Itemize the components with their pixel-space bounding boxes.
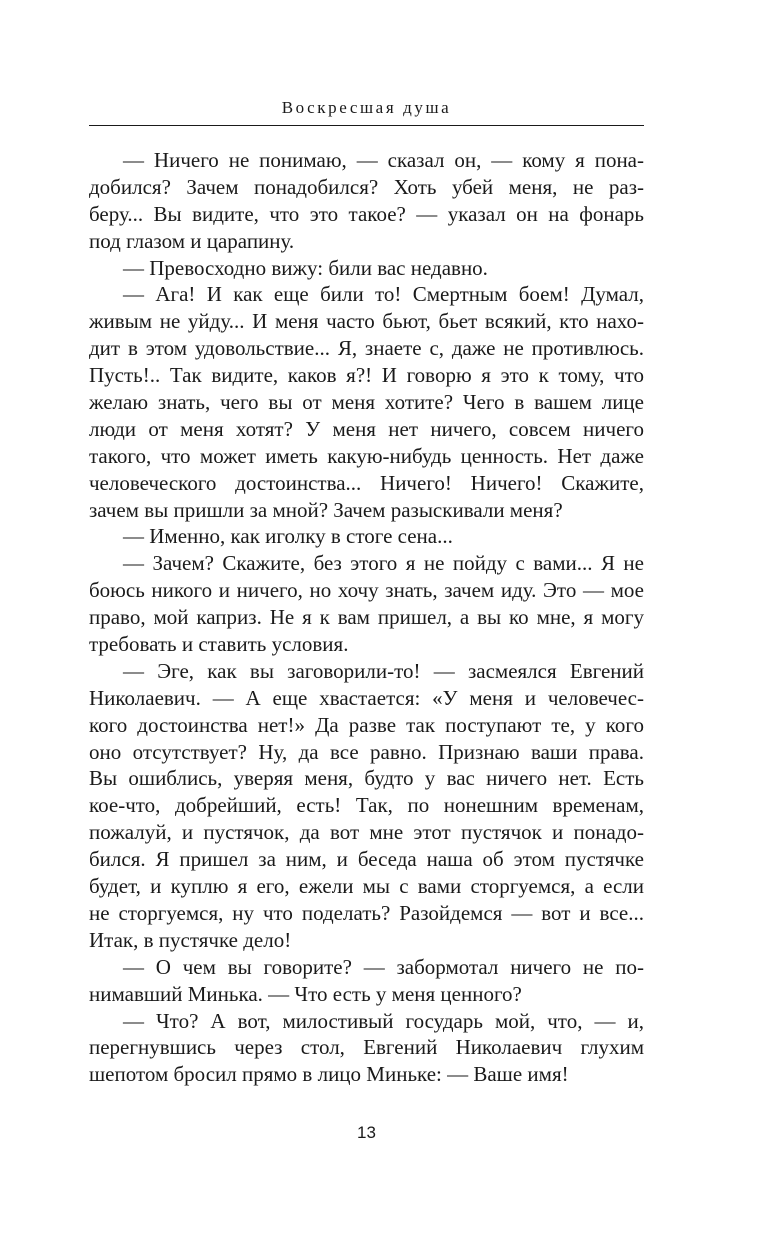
text-line: перегнувшись через стол, Евгений Николаевич глухим <box>89 1035 644 1060</box>
text-line: будет, и куплю я его, ежели мы с вами сторгуемся, а если <box>89 874 644 899</box>
text-line: оно отсутствует? Ну, да все равно. Признаю ваши права. <box>89 739 644 764</box>
text-line: требовать и ставить условия. <box>89 632 349 657</box>
text-line: Вы ошиблись, уверяя меня, будто у вас ничего нет. Есть <box>89 766 644 791</box>
text-line: зачем вы пришли за мной? Зачем разыскивали меня? <box>89 497 563 522</box>
running-title: Воскресшая душа <box>281 98 452 117</box>
text-line: — О чем вы говорите? — забормотал ничего не по- <box>123 954 644 979</box>
text-line: боюсь никого и ничего, но хочу знать, зачем иду. Это — мое <box>89 578 644 603</box>
text-line: дит в этом удовольствие... Я, знаете с, даже не противлюсь. <box>89 336 644 361</box>
text-line: не сторгуемся, ну что поделать? Разойдемся — вот и все... <box>89 900 644 925</box>
text-line: Итак, в пустячке дело! <box>89 927 292 952</box>
text-line: — Ничего не понимаю, — сказал он, — кому я пона- <box>123 148 644 172</box>
text-line: бился. Я пришел за ним, и беседа наша об этом пустячке <box>89 847 644 872</box>
text-line: люди от меня хотят? У меня нет ничего, совсем ничего <box>89 416 644 441</box>
text-line: — Превосходно вижу: били вас недавно. <box>123 255 488 280</box>
text-line: кого достоинства нет!» Да разве так поступают те, у кого <box>89 712 644 737</box>
text-line: пожалуй, и пустячок, да вот мне этот пустячок и понадо- <box>89 820 644 845</box>
body-text <box>89 147 644 1088</box>
text-line: — Ага! И как еще били то! Смертным боем! Думал, <box>123 282 644 307</box>
text-line: — Что? А вот, милостивый государь мой, что, — и, <box>123 1008 644 1033</box>
text-line: кое-что, добрейший, есть! Так, по нонешним временам, <box>89 793 644 818</box>
text-line: Николаевич. — А еще хвастается: «У меня и человечес- <box>89 685 644 710</box>
text-line: такого, что может иметь какую-нибудь ценность. Нет даже <box>89 443 644 468</box>
text-line: живым не уйду... И меня часто бьют, бьет всякий, кто нахо- <box>89 309 644 334</box>
text-line: добился? Зачем понадобился? Хоть убей меня, не раз- <box>89 174 644 199</box>
text-line: — Именно, как иголку в стоге сена... <box>123 524 453 549</box>
text-line: беру... Вы видите, что это такое? — указал он на фонарь <box>89 201 644 226</box>
text-line: человеческого достоинства... Ничего! Ничего! Скажите, <box>89 470 644 495</box>
text-line: право, мой каприз. Не я к вам пришел, а вы ко мне, я могу <box>89 605 644 630</box>
text-line: Пусть!.. Так видите, каков я?! И говорю я это к тому, что <box>89 363 644 388</box>
text-line: шепотом бросил прямо в лицо Миньке: — Ваше имя! <box>89 1062 569 1087</box>
text-line: под глазом и царапину. <box>89 228 295 253</box>
text-line: нимавший Минька. — Что есть у меня ценного? <box>89 981 522 1006</box>
text-line: желаю знать, чего вы от меня хотите? Чего в вашем лице <box>89 390 644 415</box>
text-line: — Эге, как вы заговорили-то! — засмеялся Евгений <box>123 658 644 683</box>
page-number: 13 <box>357 1123 376 1142</box>
header-rule <box>89 125 644 126</box>
text-line: — Зачем? Скажите, без этого я не пойду с вами... Я не <box>123 551 644 576</box>
